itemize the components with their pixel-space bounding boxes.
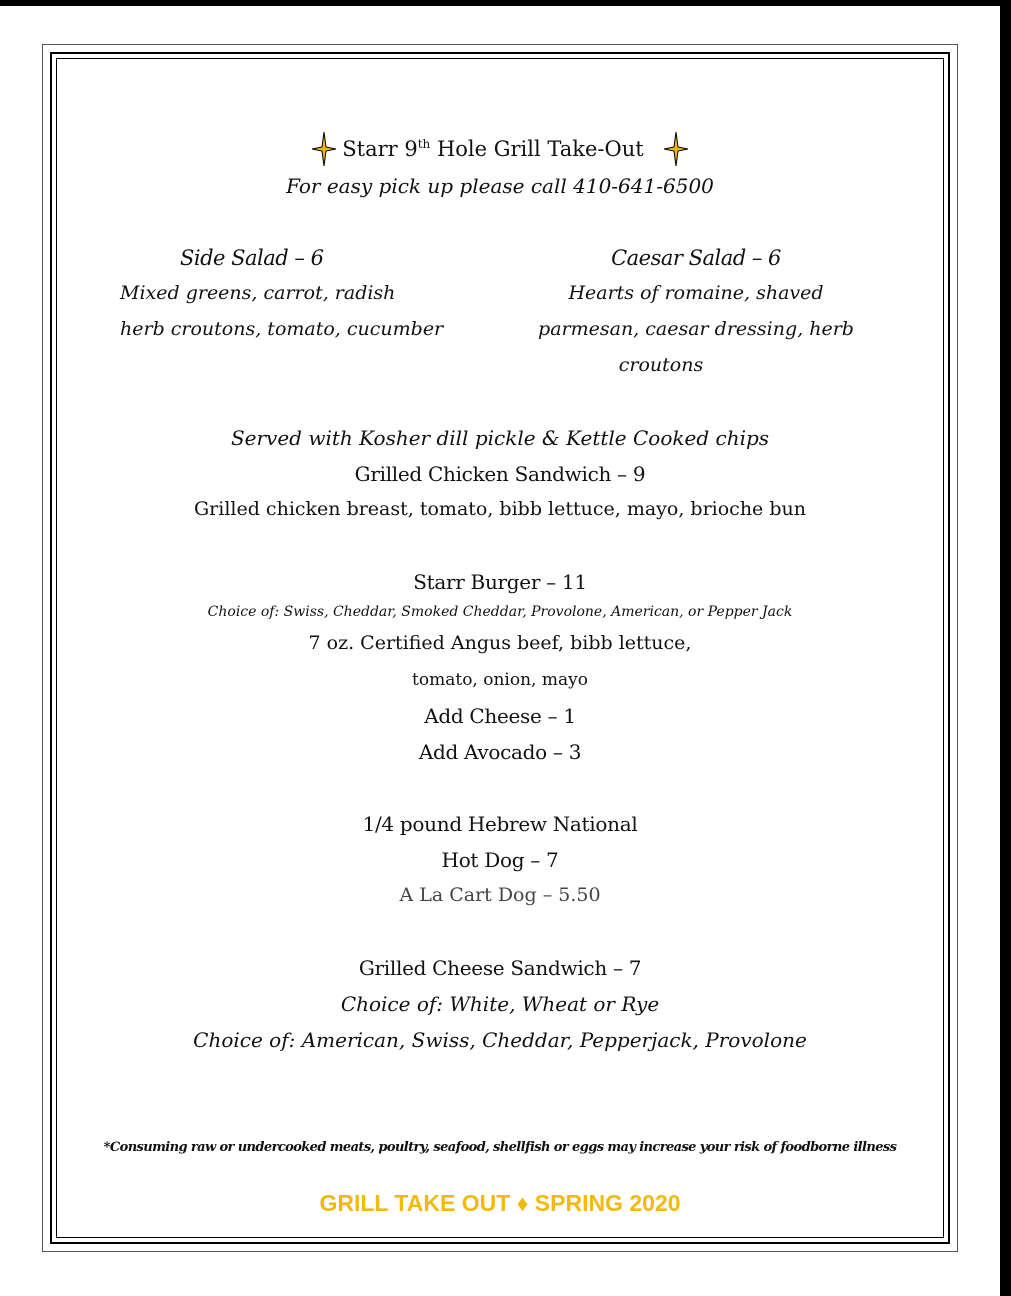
menu-title xyxy=(56,132,944,166)
side-salad-desc-2: herb croutons, tomato, cucumber xyxy=(120,318,444,340)
sparkle-star-icon xyxy=(312,132,336,166)
starr-burger-cheese-choice: Choice of: Swiss, Cheddar, Smoked Cheddar, Provolone, American, or Pepper Jack xyxy=(207,604,793,620)
sandwich-served-with-note: Served with Kosher dill pickle & Kettle Cooked chips xyxy=(230,426,770,450)
sparkle-star-icon xyxy=(664,132,688,166)
food-safety-disclaimer: *Consuming raw or undercooked meats, poultry, seafood, shellfish or eggs may increase your risk of foodborne illness xyxy=(103,1140,897,1155)
caesar-salad-desc-1: Hearts of romaine, shaved xyxy=(568,282,824,304)
grilled-cheese-cheese-choice: Choice of: American, Swiss, Cheddar, Pepperjack, Provolone xyxy=(193,1028,807,1052)
grilled-cheese-title: Grilled Cheese Sandwich – 7 xyxy=(358,956,642,980)
starr-burger-desc-1: 7 oz. Certified Angus beef, bibb lettuce, xyxy=(308,632,692,654)
add-cheese-option: Add Cheese – 1 xyxy=(424,704,576,728)
grilled-cheese-bread-choice: Choice of: White, Wheat or Rye xyxy=(340,992,660,1016)
starr-burger-desc-2: tomato, onion, mayo xyxy=(412,670,588,690)
starr-burger-title: Starr Burger – 11 xyxy=(413,570,587,594)
a-la-cart-dog: A La Cart Dog – 5.50 xyxy=(399,884,601,906)
side-salad-title: Side Salad – 6 xyxy=(180,246,324,270)
hot-dog-title-line-2: Hot Dog – 7 xyxy=(441,848,559,872)
menu-subtitle: For easy pick up please call 410-641-6500 xyxy=(286,174,714,198)
grilled-chicken-desc: Grilled chicken breast, tomato, bibb lettuce, mayo, brioche bun xyxy=(194,498,806,520)
hot-dog-title-line-1: 1/4 pound Hebrew National xyxy=(362,812,638,836)
grilled-chicken-title: Grilled Chicken Sandwich – 9 xyxy=(354,462,646,486)
page-edge-top xyxy=(0,0,1011,6)
menu-title-text: Starr 9th Hole Grill Take-Out xyxy=(342,137,644,161)
add-avocado-option: Add Avocado – 3 xyxy=(418,740,582,764)
menu-footer: GRILL TAKE OUT ♦ SPRING 2020 xyxy=(319,1190,681,1216)
caesar-salad-desc-3: croutons xyxy=(618,354,704,376)
caesar-salad-title: Caesar Salad – 6 xyxy=(611,246,781,270)
page-edge-right xyxy=(1000,0,1011,1296)
caesar-salad-desc-2: parmesan, caesar dressing, herb xyxy=(538,318,854,340)
side-salad-desc-1: Mixed greens, carrot, radish xyxy=(120,282,396,304)
